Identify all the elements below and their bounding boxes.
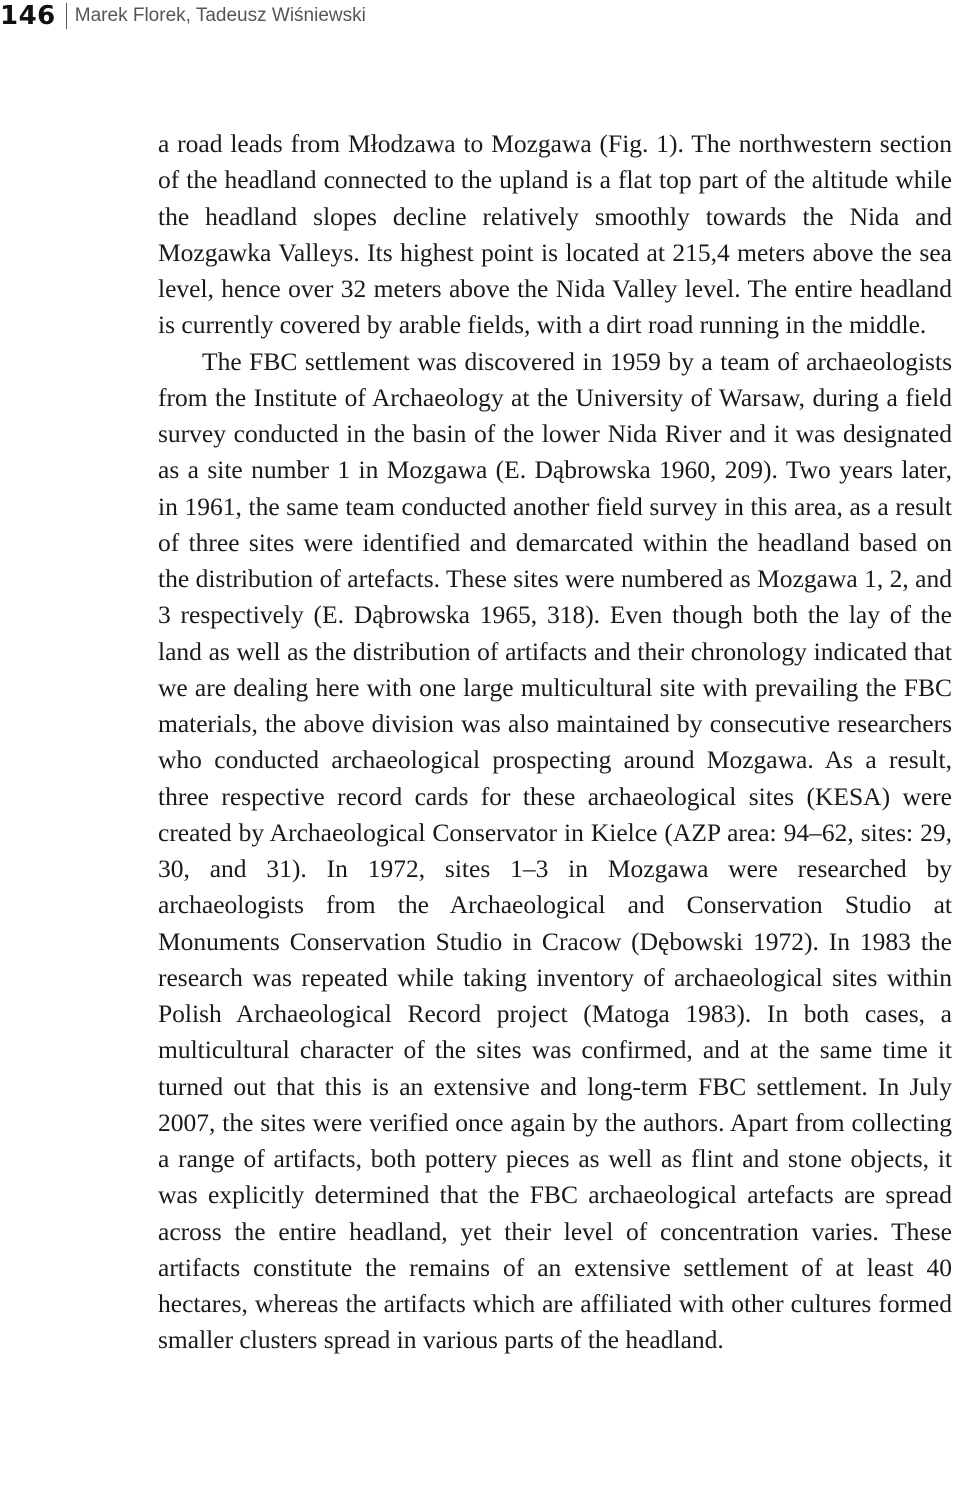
running-head-authors: Marek Florek, Tadeusz Wiśniewski	[74, 5, 366, 26]
running-head	[0, 0, 366, 32]
header-divider	[66, 3, 67, 29]
paragraph-fbc-settlement: The FBC settlement was discovered in 1959 by a team of archaeologists from the Institute of Archaeology at the University of Warsaw, during a field survey conducted in the basin of the lower Nida River and it was designated as a site number 1 in Mozgawa (E. Dąbrowska 1960, 209). Two years later, in 1961, the same team conducted another field survey in this area, as a result of three sites were identified and demarcated within the headland based on the distribution of artefacts. These sites were numbered as Mozgawa 1, 2, and 3 respectively (E. Dąbrowska 1965, 318). Even though both the lay of the land as well as the distribution of artifacts and their chronology indicated that we are dealing here with one large multicultural site with prevailing the FBC materials, the above division was also maintained by consecutive researchers who conducted archaeological prospecting around Mozgawa. As a result, three respective record cards for these archaeological sites (KESA) were created by Archaeological Conservator in Kielce (AZP area: 94–62, sites: 29, 30, and 31). In 1972, sites 1–3 in Mozgawa were researched by archaeologists from the Archaeological and Conservation Studio at Monuments Conservation Studio in Cracow (Dębowski 1972). In 1983 the research was repeated while taking inventory of archaeological sites within Polish Archaeological Record project (Matoga 1983). In both cases, a multicultural character of the sites was confirmed, and at the same time it turned out that this is an extensive and long-term FBC settlement. In July 2007, the sites were verified once again by the authors. Apart from collecting a range of artifacts, both pottery pieces as well as flint and stone objects, it was explicitly determined that the FBC archaeological artefacts are spread across the entire headland, yet their level of concentration varies. These artifacts constitute the remains of an extensive settlement of at least 40 hectares, whereas the artifacts which are affiliated with other cultures formed smaller clusters spread in various parts of the headland.	[158, 346, 952, 1355]
page-number: 146	[0, 1, 56, 31]
body-text	[158, 126, 952, 1359]
paragraph-continued: a road leads from Młodzawa to Mozgawa (Fig. 1). The northwestern section of the headland connected to the upland is a flat top part of the altitude while the headland slopes decline relatively smoothly towards the Nida and Mozgawka Valleys. Its highest point is located at 215,4 meters above the sea level, hence over 32 meters above the Nida Valley level. The entire headland is currently covered by arable fields, with a dirt road running in the middle.	[158, 129, 952, 340]
